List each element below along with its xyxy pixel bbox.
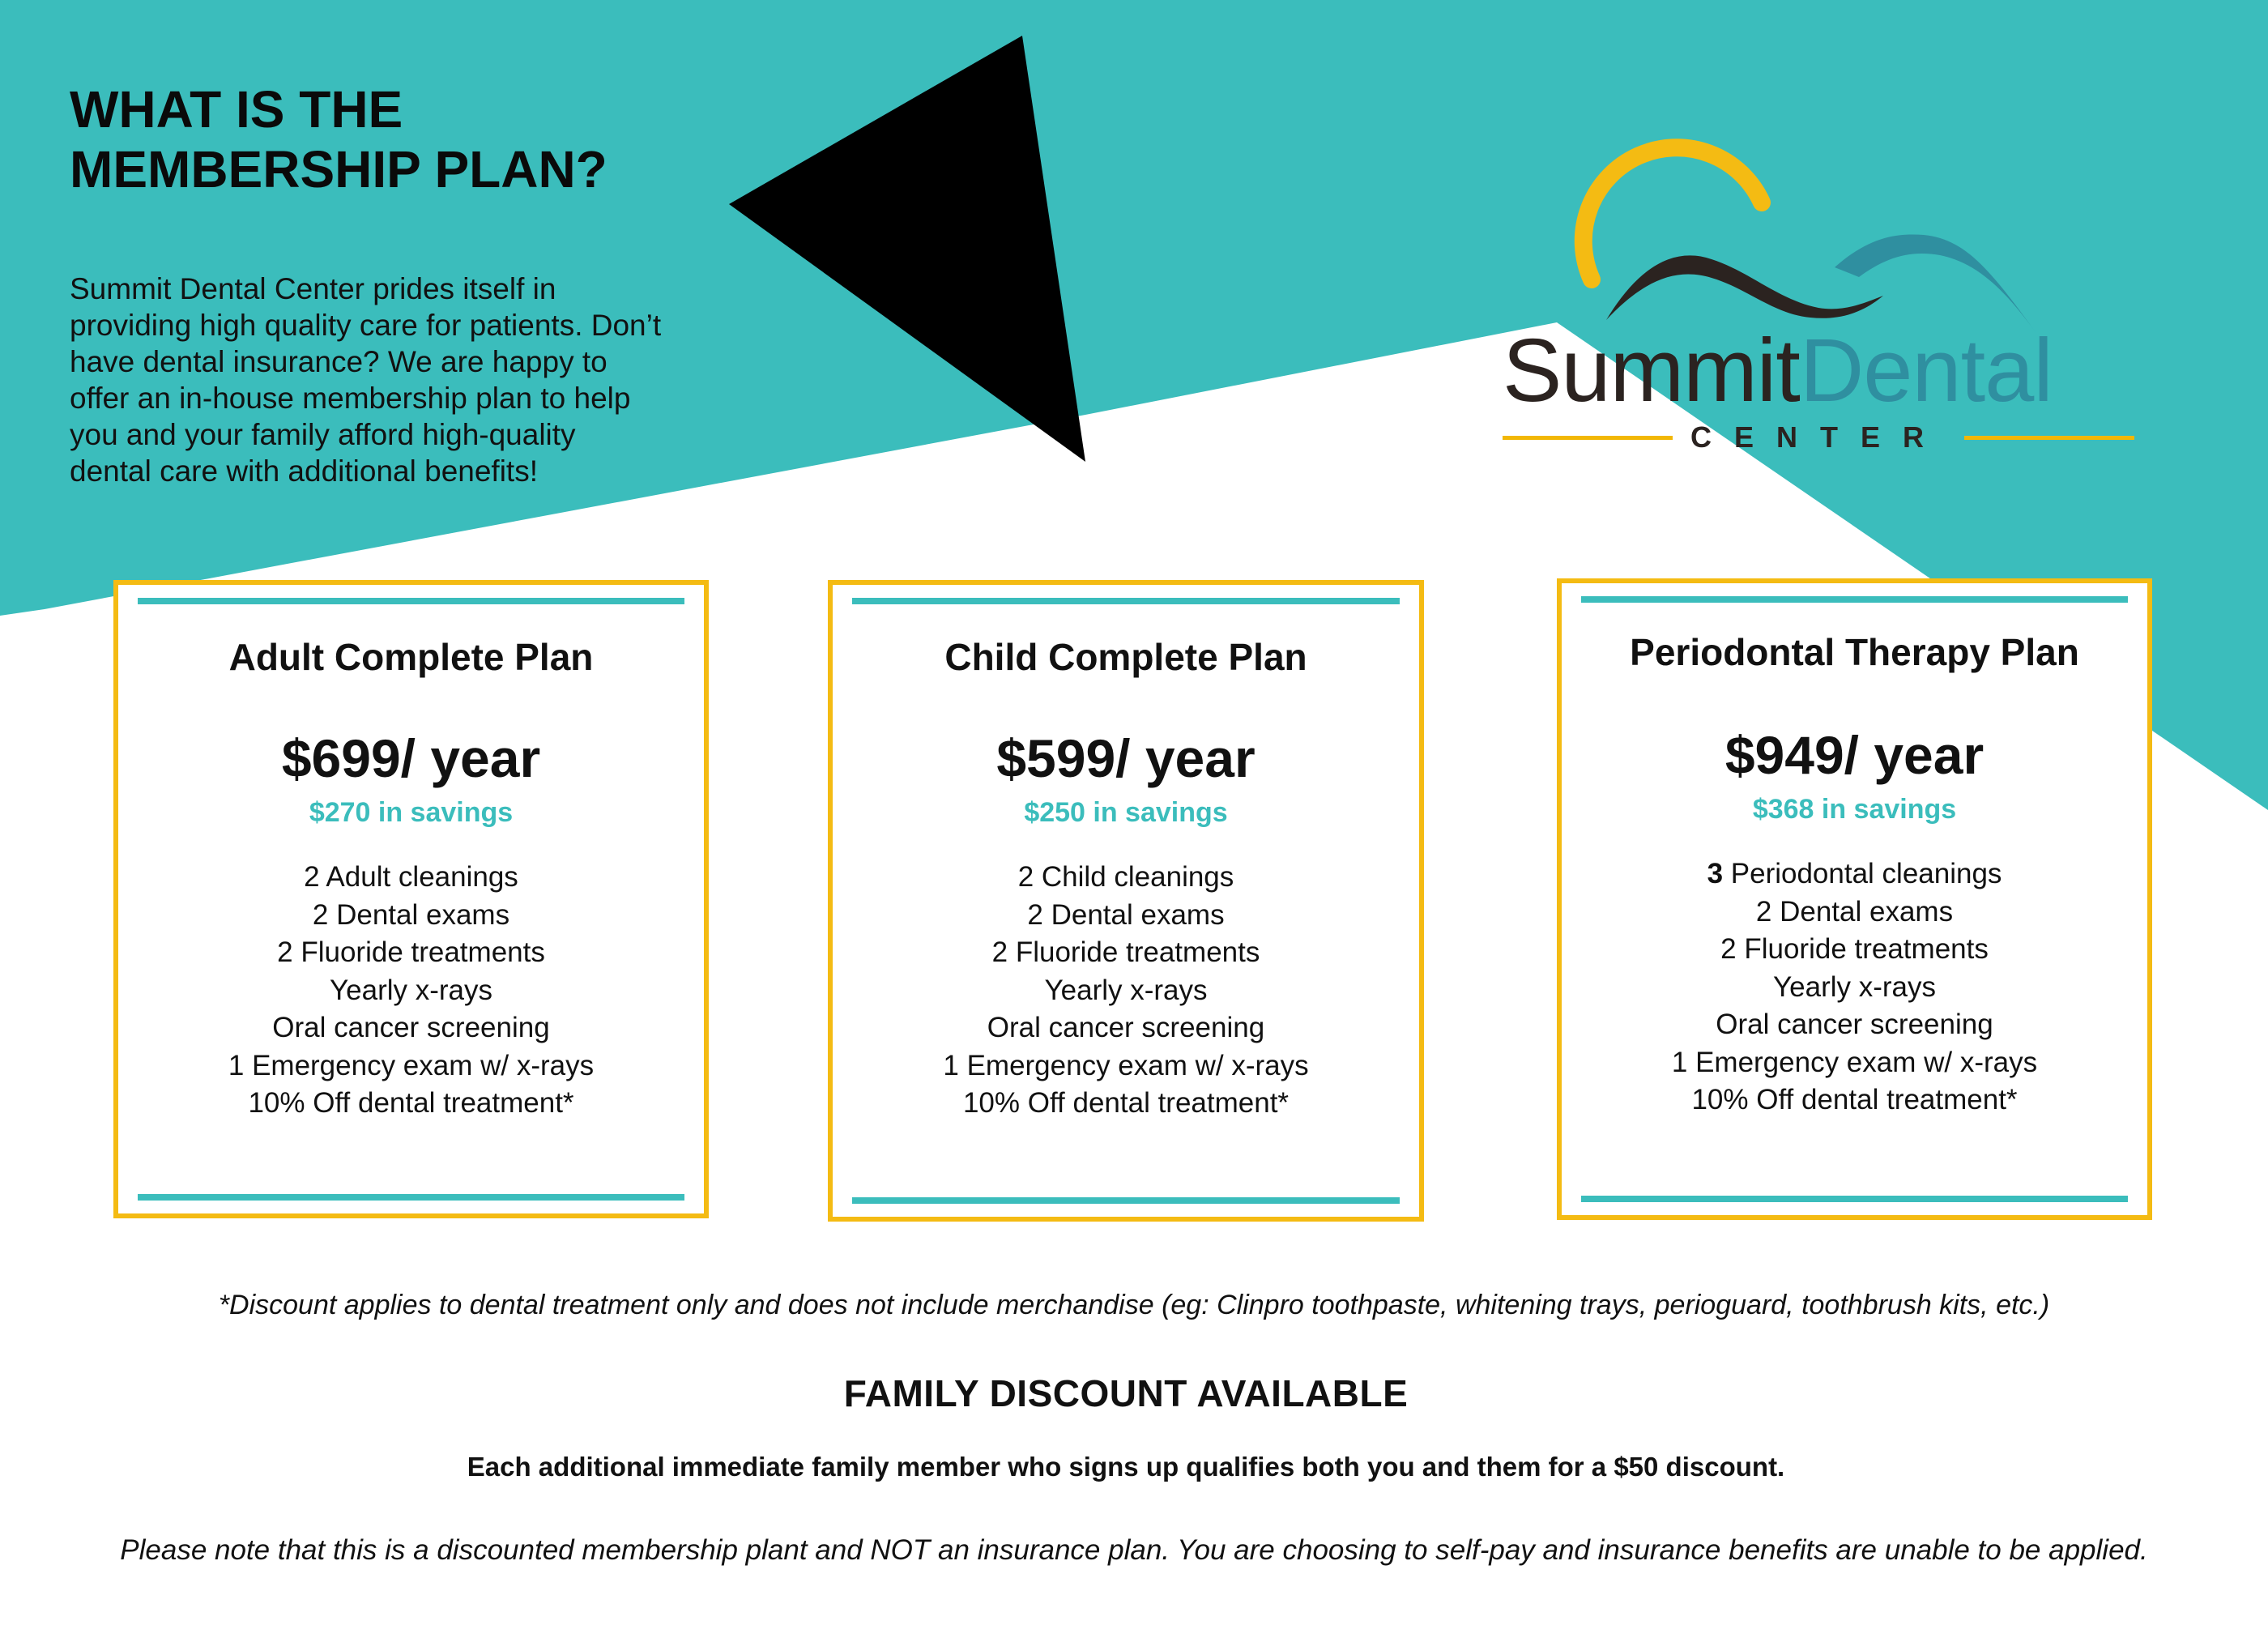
tagline-rule-left (1503, 436, 1673, 440)
plan-card-periodontal (1557, 578, 2152, 1220)
family-discount-text: Each additional immediate family member who signs up qualifies both you and them for a $50 discount. (467, 1452, 1785, 1482)
family-discount-heading: FAMILY DISCOUNT AVAILABLE (843, 1372, 1409, 1414)
plan-features-list (118, 859, 704, 1123)
plan-feature: 2 Fluoride treatments (277, 936, 545, 968)
intro-line: have dental insurance? We are happy to (70, 345, 608, 378)
plan-feature: 2 Fluoride treatments (1720, 933, 1989, 965)
logo-word-summit: Summit (1503, 321, 1800, 420)
plan-feature: Yearly x-rays (1044, 974, 1208, 1006)
intro-line: you and your family afford high-quality (70, 418, 576, 451)
sun-wave-logo-icon (1503, 130, 2151, 332)
plan-savings: $250 in savings (1024, 797, 1228, 828)
card-accent-bar (852, 598, 1400, 604)
plan-feature: 2 Dental exams (312, 898, 510, 931)
plan-title: Periodontal Therapy Plan (1630, 631, 2079, 673)
plan-price: $699/ year (281, 728, 541, 788)
card-accent-bar (138, 598, 684, 604)
plan-feature: 2 Dental exams (1027, 898, 1225, 931)
plan-feature: 1 Emergency exam w/ x-rays (943, 1049, 1309, 1081)
plan-feature: 10% Off dental treatment* (962, 1087, 1290, 1119)
plan-card-child (828, 580, 1424, 1222)
plan-title: Adult Complete Plan (228, 636, 594, 678)
logo-tagline (1503, 421, 2134, 454)
plan-feature (1562, 855, 2147, 894)
plan-feature: Oral cancer screening (272, 1012, 550, 1043)
plan-feature: Yearly x-rays (330, 974, 492, 1006)
plan-feature: Oral cancer screening (1716, 1009, 1993, 1040)
card-accent-bar (138, 1194, 684, 1201)
card-accent-bar (1581, 1196, 2128, 1202)
logo-tagline-text: CENTER (1690, 420, 1947, 454)
feature-count: 3 (1707, 858, 1724, 889)
page-title-line-1: WHAT IS THE (70, 80, 403, 139)
summit-dental-logo (1503, 130, 2151, 470)
discount-footnote: *Discount applies to dental treatment only and does not include merchandise (eg: Clinpro toothpaste, whitening trays, perioguard, toothbrush kits, etc.) (218, 1290, 2050, 1320)
plan-feature: 2 Dental exams (1755, 895, 1954, 928)
plan-price: $949/ year (1724, 725, 1985, 785)
plan-card-adult (113, 580, 709, 1218)
plan-feature: 1 Emergency exam w/ x-rays (228, 1049, 595, 1081)
plan-savings: $368 in savings (1752, 794, 1957, 825)
plan-feature: Yearly x-rays (1773, 970, 1936, 1003)
plan-feature: 2 Adult cleanings (304, 861, 518, 893)
plan-feature: 10% Off dental treatment* (1691, 1084, 2018, 1115)
logo-word-dental: Dental (1799, 321, 2053, 420)
insurance-disclaimer: Please note that this is a discounted membership plant and NOT an insurance plan. You are choosing to self-pay and insurance benefits are unable to be applied. (120, 1534, 2148, 1566)
plan-features-list (1562, 855, 2147, 1120)
tagline-rule-right (1964, 436, 2134, 440)
page-title-line-2: MEMBERSHIP PLAN? (70, 140, 608, 198)
plan-features-list (833, 859, 1419, 1123)
plan-feature: Oral cancer screening (987, 1012, 1265, 1043)
feature-text: Periodontal cleanings (1723, 858, 2002, 889)
intro-line: dental care with additional benefits! (70, 454, 538, 488)
page-title (70, 79, 799, 199)
plan-price: $599/ year (996, 728, 1256, 788)
plan-feature: 2 Fluoride treatments (991, 936, 1260, 968)
intro-line: providing high quality care for patients. Don’t (70, 309, 662, 342)
intro-line: offer an in-house membership plan to help (70, 382, 631, 415)
intro-line: Summit Dental Center prides itself in (70, 272, 556, 305)
plan-title: Child Complete Plan (944, 636, 1307, 678)
plan-savings: $270 in savings (309, 797, 514, 828)
plan-feature: 10% Off dental treatment* (248, 1087, 574, 1119)
plan-feature: 1 Emergency exam w/ x-rays (1671, 1046, 2038, 1078)
logo-wordmark (1503, 321, 2151, 420)
card-accent-bar (852, 1197, 1400, 1204)
plan-feature: 2 Child cleanings (1017, 861, 1234, 893)
card-accent-bar (1581, 596, 2128, 603)
intro-paragraph (70, 271, 734, 489)
